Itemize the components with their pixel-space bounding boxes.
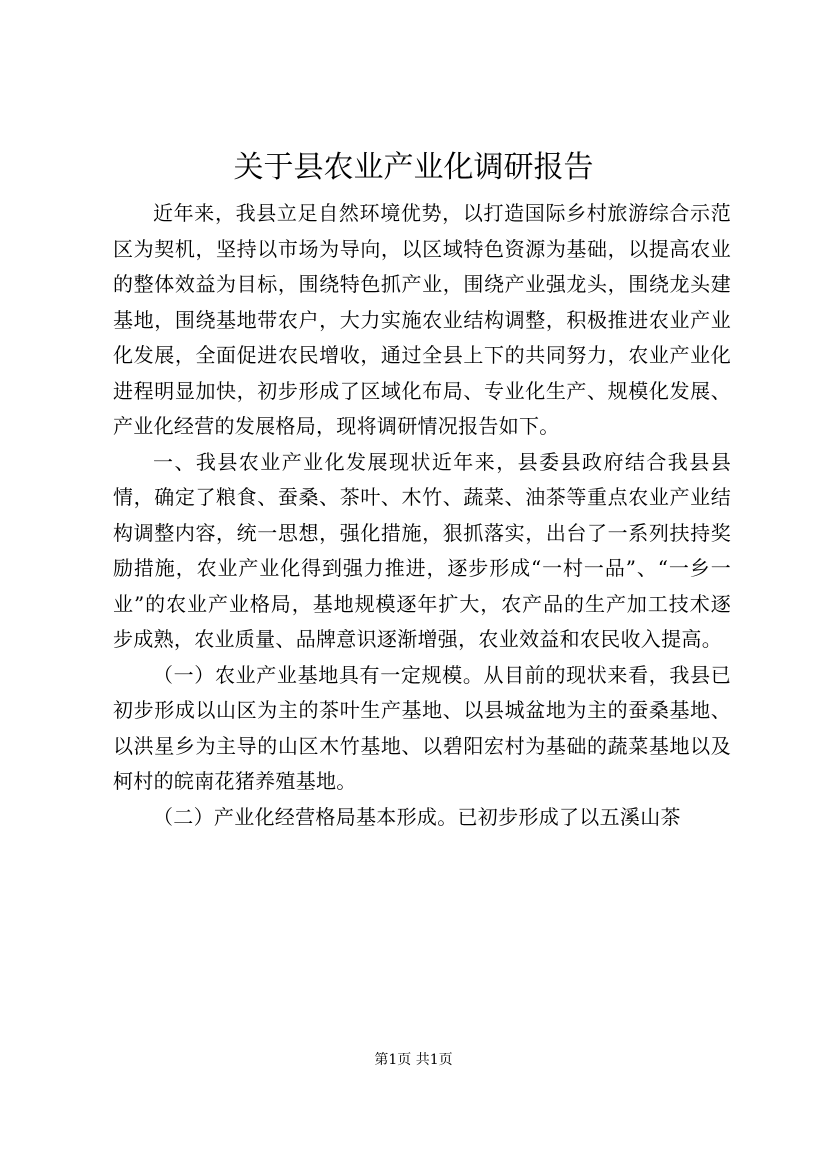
page-footer: 第1页 共1页 [374,1052,453,1068]
paragraph-intro: 近年来，我县立足自然环境优势，以打造国际乡村旅游综合示范区为契机，坚持以市场为导向，以区域特色资源为基础，以提高农业的整体效益为目标，围绕特色抓产业，围绕产业强龙头，围绕龙头建基地，围绕基地带农户，大力实施农业结构调整，积极推进农业产业化发展，全面促进农民增收，通过全县上下的共同努力，农业产业化进程明显加快，初步形成了区域化布局、专业化生产、规模化发展、产业化经营的发展格局，现将调研情况报告如下。 [113,201,731,438]
paragraph-section-one: 一、我县农业产业化发展现状近年来，县委县政府结合我县县情，确定了粮食、蚕桑、茶叶、木竹、蔬菜、油茶等重点农业产业结构调整内容，统一思想，强化措施，狠抓落实，出台了一系列扶持奖励措施，农业产业化得到强力推进，逐步形成“一村一品”、“一乡一业”的农业产业格局，基地规模逐年扩大，农产品的生产加工技术逐步成熟，农业质量、品牌意识逐渐增强，农业效益和农民收入提高。 [113,449,731,651]
document-body [113,196,731,835]
document-title: 关于县农业产业化调研报告 [233,150,594,185]
paragraph-subsection-one: （一）农业产业基地具有一定规模。从目前的现状来看，我县已初步形成以山区为主的茶叶生产基地、以县城盆地为主的蚕桑基地、以洪星乡为主导的山区木竹基地、以碧阳宏村为基础的蔬菜基地以及柯村的皖南花猪养殖基地。 [113,662,731,793]
paragraph-subsection-two: （二）产业化经营格局基本形成。已初步形成了以五溪山茶 [153,804,681,829]
